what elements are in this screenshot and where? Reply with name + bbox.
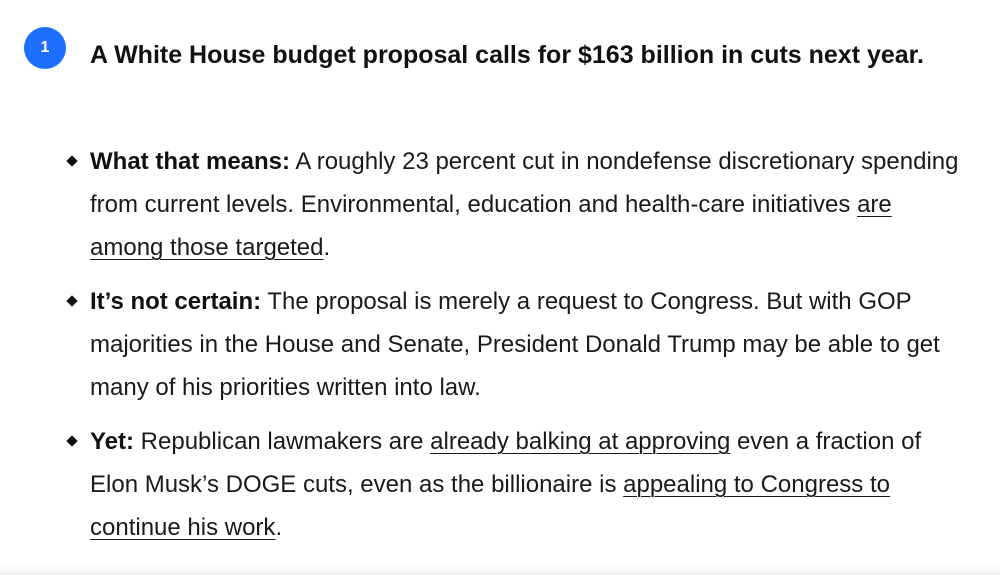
bullet-lead: It’s not certain: <box>90 288 262 315</box>
link-appealing-to-congress[interactable]: appealing to Congress to continue his work <box>90 471 890 541</box>
link-among-those-targeted[interactable]: are among those targeted <box>90 191 892 261</box>
bullet-text-end: . <box>323 234 331 261</box>
item-number-badge <box>24 27 66 69</box>
bullet-text: Republican lawmakers are <box>134 428 431 455</box>
item-number: 1 <box>40 39 50 56</box>
bullet-text: The proposal is merely a request to Congress. But with GOP majorities in the House and Senate, President Donald Trump may be able to get many of his priorities written into law. <box>90 288 940 401</box>
bullet-what-that-means <box>66 140 966 269</box>
bullet-list <box>66 140 966 560</box>
headline: A White House budget proposal calls for $163 billion in cuts next year. <box>90 41 924 69</box>
bullet-text: A roughly 23 percent cut in nondefense discretionary spending from current levels. Environmental, education and health-care initiatives <box>90 148 959 218</box>
diamond-bullet-icon <box>66 155 77 166</box>
diamond-bullet-icon <box>66 295 77 306</box>
diamond-bullet-icon <box>66 435 77 446</box>
bullet-text-middle: even a fraction of Elon Musk’s DOGE cuts, even as the billionaire is <box>90 428 922 498</box>
bullet-lead: What that means: <box>90 148 291 175</box>
bullet-not-certain <box>66 280 966 409</box>
bottom-fade <box>0 565 1000 575</box>
bullet-yet <box>66 420 966 549</box>
bullet-lead: Yet: <box>90 428 135 455</box>
link-already-balking[interactable]: already balking at approving <box>430 428 731 455</box>
bullet-text-end: . <box>275 514 283 541</box>
